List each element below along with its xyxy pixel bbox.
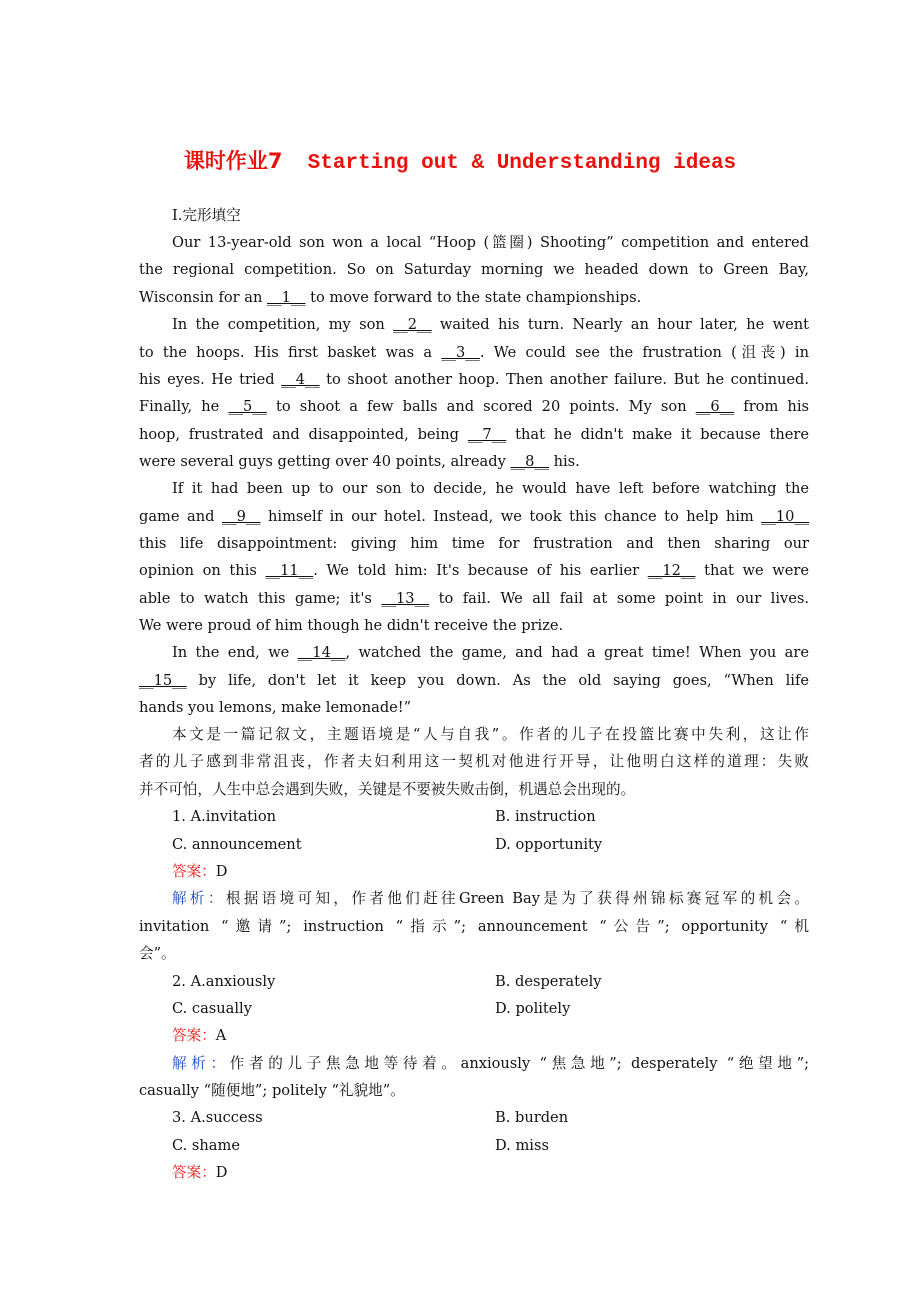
passage-text: to shoot another hoop. Then another failure. But he continued.	[319, 371, 809, 388]
passage-line	[139, 589, 809, 609]
passage-text: In the end, we	[172, 644, 298, 661]
explanation-text: 会”。	[139, 945, 176, 962]
passage-text: his eyes. He tried	[139, 371, 282, 388]
blank-number: __3__	[441, 344, 480, 361]
explanation-text: 根据语境可知，作者他们赶往Green Bay是为了获得州锦标赛冠军的机会。	[225, 890, 809, 907]
passage-line	[139, 288, 809, 308]
passage-line	[172, 643, 809, 663]
option-d: D. politely	[495, 1000, 571, 1017]
blank-number: __12__	[647, 562, 696, 579]
answer-value: A	[215, 1027, 227, 1044]
passage-text: to move forward to the state championships.	[305, 289, 642, 306]
blank-number: __6__	[695, 398, 735, 415]
blank-number: __14__	[297, 644, 346, 661]
passage-line	[139, 698, 809, 718]
passage-text: opinion on this	[139, 562, 266, 579]
passage-line	[139, 370, 809, 390]
option-b: B. burden	[495, 1109, 569, 1126]
blank-number: __10__	[761, 508, 809, 525]
explanation-line	[139, 917, 809, 937]
passage-text: were several guys getting over 40 points, already	[139, 453, 511, 470]
answer-value: D	[215, 1164, 228, 1181]
title-cn: 课时作业7	[183, 149, 283, 173]
option-c: C. shame	[172, 1137, 240, 1154]
blank-number: __11__	[265, 562, 314, 579]
option-a: 1. A.invitation	[172, 808, 277, 825]
explanation-text: invitation “邀请”; instruction “指示”; announcement “公告”; opportunity “机	[139, 918, 809, 935]
explanation-line	[172, 889, 809, 909]
passage-text: from his	[734, 398, 809, 415]
passage-line	[172, 233, 809, 253]
passage-text: , watched the game, and had a great time! When you are	[345, 644, 809, 661]
option-d: D. miss	[495, 1137, 549, 1154]
option-a: 3. A.success	[172, 1109, 263, 1126]
blank-number: __5__	[228, 398, 267, 415]
summary-line: 者的儿子感到非常沮丧，作者夫妇利用这一契机对他进行开导，让他明白这样的道理：失败	[139, 753, 809, 770]
passage-line	[172, 479, 809, 499]
passage-text: this life disappointment: giving him time for frustration and then sharing our	[139, 535, 809, 552]
passage-line	[139, 507, 809, 527]
passage-text: hoop, frustrated and disappointed, being	[139, 426, 468, 443]
passage-line	[139, 343, 809, 363]
blank-number: __1__	[267, 289, 306, 306]
passage-text: Our 13-year-old son won a local “Hoop (篮圈) Shooting” competition and entered	[172, 234, 809, 251]
option-d: D. opportunity	[495, 836, 603, 853]
passage-line	[139, 671, 809, 691]
answer-label: 答案：	[172, 1164, 216, 1181]
passage-text: If it had been up to our son to decide, he would have left before watching the	[172, 480, 809, 497]
passage-text: able to watch this game; it's	[139, 590, 382, 607]
passage-line	[139, 397, 809, 417]
passage-text: to shoot a few balls and scored 20 points. My son	[266, 398, 696, 415]
passage-line	[139, 425, 809, 445]
blank-number: __8__	[510, 453, 549, 470]
explanation-label: 解析：	[172, 890, 226, 907]
passage-text: Finally, he	[139, 398, 229, 415]
passage-line	[139, 561, 809, 581]
answer-line	[172, 1163, 809, 1183]
blank-number: __15__	[139, 672, 187, 689]
blank-number: __13__	[381, 590, 430, 607]
blank-number: __9__	[222, 508, 261, 525]
option-b: B. instruction	[495, 808, 596, 825]
passage-text: to fail. We all fail at some point in our lives.	[429, 590, 809, 607]
answer-label: 答案：	[172, 1027, 216, 1044]
passage-text: that he didn't make it because there	[506, 426, 809, 443]
passage-text: game and	[139, 508, 222, 525]
explanation-line	[172, 1054, 809, 1074]
title-en: Starting out & Understanding ideas	[307, 152, 737, 175]
option-a: 2. A.anxiously	[172, 973, 276, 990]
option-c: C. announcement	[172, 836, 302, 853]
passage-text: by life, don't let it keep you down. As the old saying goes, “When life	[186, 672, 809, 689]
passage-line	[139, 452, 809, 472]
passage-text: waited his turn. Nearly an hour later, he went	[431, 316, 810, 333]
option-c: C. casually	[172, 1000, 252, 1017]
explanation-label: 解析：	[172, 1055, 230, 1072]
option-b: B. desperately	[495, 973, 602, 990]
passage-text: that we were	[695, 562, 809, 579]
passage-text: hands you lemons, make lemonade!”	[139, 699, 412, 716]
passage-text: himself in our hotel. Instead, we took this chance to help him	[260, 508, 762, 525]
explanation-line	[139, 944, 809, 964]
passage-line	[139, 260, 809, 280]
passage-text: his.	[548, 453, 580, 470]
passage-text: to the hoops. His first basket was a	[139, 344, 442, 361]
blank-number: __2__	[393, 316, 432, 333]
explanation-text: casually “随便地”; politely “礼貌地”。	[139, 1082, 405, 1099]
explanation-text: 作者的儿子焦急地等待着。anxiously “焦急地”; desperately “绝望地”;	[229, 1055, 809, 1072]
summary-line: 并不可怕，人生中总会遇到失败，关键是不要被失败击倒，机遇总会出现的。	[139, 781, 636, 798]
passage-line	[172, 315, 809, 335]
passage-text: In the competition, my son	[172, 316, 394, 333]
blank-number: __7__	[467, 426, 507, 443]
passage-text: Wisconsin for an	[139, 289, 267, 306]
section-heading: Ⅰ.完形填空	[172, 207, 241, 224]
answer-label: 答案：	[172, 863, 216, 880]
page-title	[0, 145, 920, 175]
answer-line	[172, 862, 809, 882]
passage-text: . We could see the frustration (沮丧) in	[479, 344, 809, 361]
passage-text: the regional competition. So on Saturday morning we headed down to Green Bay,	[139, 261, 809, 278]
passage-line	[139, 616, 809, 636]
passage-text: . We told him: It's because of his earlier	[313, 562, 648, 579]
passage-line	[139, 534, 809, 554]
answer-line	[172, 1026, 809, 1046]
explanation-line	[139, 1081, 809, 1101]
blank-number: __4__	[281, 371, 320, 388]
passage-text: We were proud of him though he didn't receive the prize.	[139, 617, 564, 634]
summary-line: 本文是一篇记叙文，主题语境是“人与自我”。作者的儿子在投篮比赛中失利，这让作	[172, 726, 809, 743]
answer-value: D	[215, 863, 228, 880]
